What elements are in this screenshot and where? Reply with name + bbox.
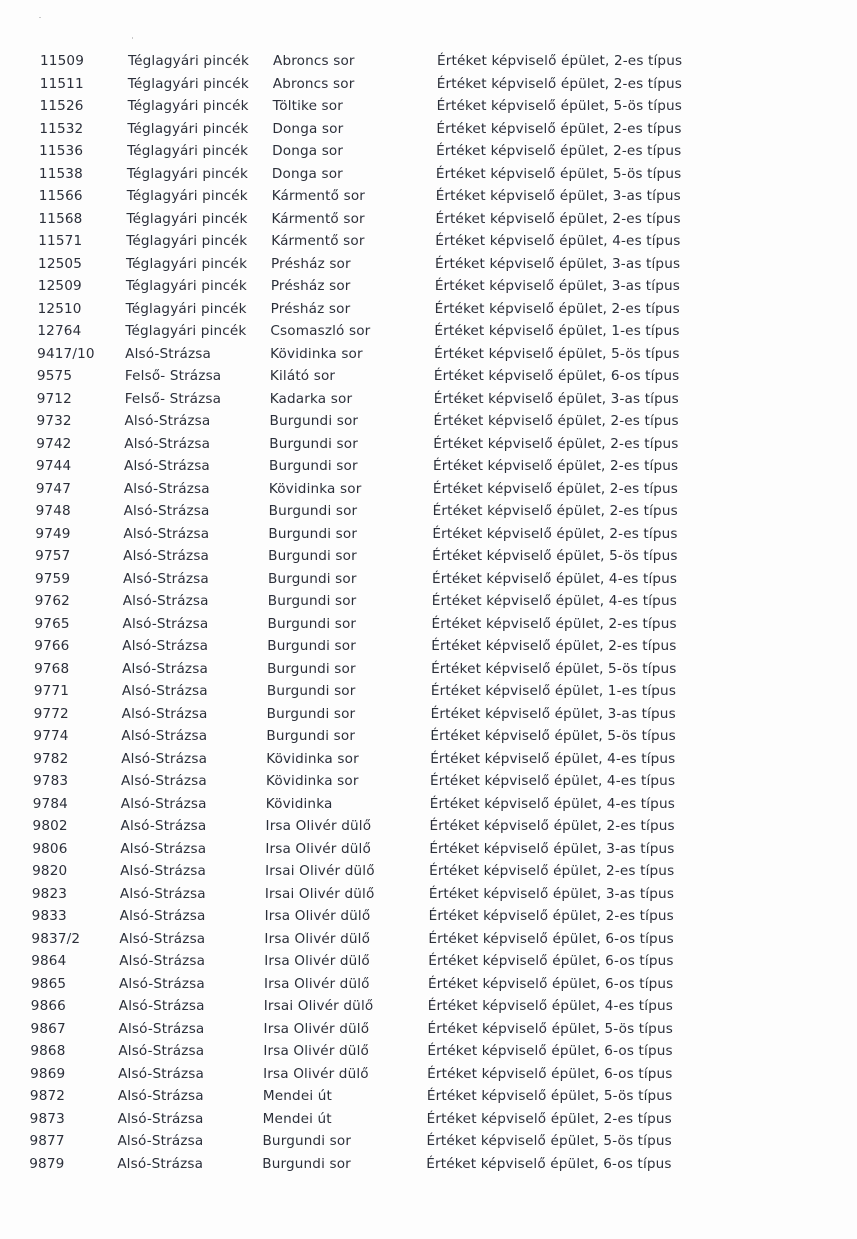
area-cell: Alsó-Strázsa	[119, 885, 206, 902]
area-cell: Téglagyári pincék	[125, 323, 247, 339]
table-row	[21, 931, 730, 954]
lot-number-cell: 9744	[36, 458, 72, 474]
area-cell: Alsó-Strázsa	[120, 840, 207, 857]
lot-number-cell: 12505	[38, 255, 83, 272]
street-cell: Kövidinka	[265, 795, 333, 812]
lot-number-cell: 11511	[39, 75, 84, 92]
street-cell: Burgundi sor	[266, 728, 356, 744]
street-cell: Burgundi sor	[266, 705, 356, 722]
protection-cell: Értéket képviselő épület, 2-es típus	[436, 143, 682, 159]
protection-cell: Értéket képviselő épület, 3-as típus	[428, 885, 675, 902]
lot-number-cell: 9772	[33, 705, 69, 722]
protection-cell: Értéket képviselő épület, 2-es típus	[432, 503, 678, 519]
table-row	[27, 346, 730, 369]
protection-cell: Értéket képviselő épület, 6-os típus	[428, 930, 674, 947]
table-row	[27, 323, 730, 346]
area-cell: Alsó-Strázsa	[123, 548, 210, 564]
street-cell: Abroncs sor	[273, 53, 355, 69]
table-row	[26, 436, 730, 459]
scan-speck	[39, 17, 41, 18]
area-cell: Alsó-Strázsa	[123, 525, 210, 542]
area-cell: Téglagyári pincék	[128, 53, 250, 69]
lot-number-cell: 12509	[37, 278, 82, 294]
street-cell: Irsai Olivér dülő	[263, 998, 374, 1014]
scan-speck	[132, 37, 133, 39]
table-row	[22, 863, 730, 886]
area-cell: Alsó-Strázsa	[119, 930, 206, 947]
street-cell: Kármentő sor	[271, 210, 365, 227]
street-cell: Présház sor	[270, 278, 351, 294]
table-row	[25, 571, 730, 594]
lot-number-cell: 11566	[38, 188, 83, 204]
area-cell: Alsó-Strázsa	[122, 570, 209, 587]
lot-number-cell: 9784	[32, 795, 68, 812]
table-row	[27, 368, 730, 391]
lot-number-cell: 9806	[32, 840, 68, 857]
lot-number-cell: 12510	[37, 300, 82, 317]
lot-number-cell: 11532	[39, 120, 84, 137]
lot-number-cell: 9869	[30, 1065, 66, 1082]
lot-number-cell: 9867	[30, 1020, 66, 1037]
table-row	[24, 638, 730, 661]
lot-number-cell: 11568	[38, 210, 83, 227]
table-row	[20, 1111, 730, 1134]
street-cell: Abroncs sor	[272, 75, 355, 92]
area-cell: Alsó-Strázsa	[119, 953, 206, 969]
lot-number-cell: 11538	[38, 165, 83, 182]
table-row	[30, 76, 730, 99]
area-cell: Alsó-Strázsa	[124, 458, 210, 474]
street-cell: Csomaszló sor	[270, 323, 371, 339]
heritage-building-list	[30, 53, 730, 1178]
protection-cell: Értéket képviselő épület, 2-es típus	[429, 863, 675, 879]
table-row	[23, 796, 730, 819]
lot-number-cell: 9820	[32, 863, 68, 879]
protection-cell: Értéket képviselő épület, 2-es típus	[428, 908, 674, 924]
table-row	[30, 53, 730, 76]
table-row	[22, 886, 730, 909]
protection-cell: Értéket képviselő épület, 4-es típus	[431, 593, 677, 609]
lot-number-cell: 9802	[32, 818, 68, 834]
street-cell: Burgundi sor	[267, 593, 357, 609]
area-cell: Alsó-Strázsa	[120, 863, 206, 879]
area-cell: Alsó-Strázsa	[124, 435, 211, 452]
lot-number-cell: 9759	[34, 570, 71, 587]
protection-cell: Értéket képviselő épület, 5-ös típus	[431, 660, 677, 677]
lot-number-cell: 9417/10	[37, 345, 95, 362]
area-cell: Alsó-Strázsa	[122, 615, 209, 632]
street-cell: Irsai Olivér dülő	[265, 863, 375, 879]
area-cell: Téglagyári pincék	[127, 98, 249, 114]
lot-number-cell: 9865	[30, 975, 67, 992]
area-cell: Alsó-Strázsa	[124, 413, 211, 429]
protection-cell: Értéket képviselő épület, 4-es típus	[429, 795, 675, 812]
area-cell: Alsó-Strázsa	[121, 705, 208, 722]
street-cell: Kármentő sor	[271, 188, 366, 204]
protection-cell: Értéket képviselő épület, 2-es típus	[429, 818, 675, 834]
protection-cell: Értéket képviselő épület, 2-es típus	[436, 120, 682, 137]
street-cell: Burgundi sor	[262, 1155, 351, 1172]
street-cell: Kövidinka sor	[268, 480, 362, 497]
street-cell: Irsa Olivér dülő	[265, 840, 371, 857]
protection-cell: Értéket képviselő épület, 6-os típus	[427, 975, 674, 992]
table-row	[27, 391, 730, 414]
protection-cell: Értéket képviselő épület, 2-es típus	[431, 615, 677, 632]
table-row	[25, 616, 731, 639]
table-row	[25, 526, 730, 549]
area-cell: Alsó-Strázsa	[120, 773, 207, 789]
table-row	[22, 841, 730, 864]
area-cell: Téglagyári pincék	[127, 75, 249, 92]
protection-cell: Értéket képviselő épület, 4-es típus	[430, 750, 676, 767]
lot-number-cell: 9748	[35, 503, 71, 519]
protection-cell: Értéket képviselő épület, 3-as típus	[433, 390, 679, 407]
table-row	[23, 728, 730, 751]
area-cell: Alsó-Strázsa	[121, 728, 208, 744]
street-cell: Donga sor	[272, 143, 344, 159]
area-cell: Alsó-Strázsa	[117, 1088, 204, 1104]
table-row	[20, 1043, 730, 1066]
protection-cell: Értéket képviselő épület, 2-es típus	[432, 525, 678, 542]
street-cell: Donga sor	[271, 165, 343, 182]
protection-cell: Értéket képviselő épület, 5-ös típus	[434, 345, 680, 362]
area-cell: Alsó-Strázsa	[122, 638, 209, 654]
protection-cell: Értéket képviselő épület, 1-es típus	[434, 323, 680, 339]
area-cell: Alsó-Strázsa	[123, 503, 210, 519]
lot-number-cell: 9747	[35, 480, 72, 497]
area-cell: Téglagyári pincék	[125, 300, 247, 317]
protection-cell: Értéket képviselő épület, 5-ös típus	[427, 1020, 673, 1037]
street-cell: Irsa Olivér dülő	[264, 908, 371, 924]
lot-number-cell: 9768	[34, 660, 70, 677]
protection-cell: Értéket képviselő épület, 6-os típus	[428, 953, 674, 969]
street-cell: Kilátó sor	[269, 368, 336, 384]
street-cell: Burgundi sor	[269, 413, 359, 429]
street-cell: Burgundi sor	[268, 525, 358, 542]
street-cell: Mendei út	[262, 1110, 332, 1127]
street-cell: Burgundi sor	[268, 548, 357, 564]
table-row	[28, 278, 730, 301]
protection-cell: Értéket képviselő épület, 2-es típus	[432, 480, 679, 497]
table-row	[24, 683, 730, 706]
table-row	[26, 503, 730, 526]
street-cell: Burgundi sor	[267, 660, 356, 677]
street-cell: Burgundi sor	[267, 615, 357, 632]
lot-number-cell: 9864	[31, 953, 67, 969]
protection-cell: Értéket képviselő épület, 2-es típus	[434, 300, 680, 317]
table-row	[28, 211, 730, 234]
area-cell: Alsó-Strázsa	[120, 795, 207, 812]
protection-cell: Értéket képviselő épület, 5-ös típus	[430, 728, 676, 744]
street-cell: Présház sor	[270, 300, 351, 317]
lot-number-cell: 9757	[35, 548, 71, 564]
street-cell: Irsa Olivér dülő	[263, 975, 370, 992]
table-row	[20, 1066, 730, 1089]
table-row	[29, 166, 730, 189]
area-cell: Alsó-Strázsa	[118, 1043, 205, 1059]
protection-cell: Értéket képviselő épület, 4-es típus	[427, 998, 673, 1014]
area-cell: Téglagyári pincék	[125, 278, 247, 294]
protection-cell: Értéket képviselő épület, 2-es típus	[436, 75, 682, 92]
area-cell: Téglagyári pincék	[126, 233, 248, 249]
area-cell: Alsó-Strázsa	[117, 1155, 204, 1172]
protection-cell: Értéket képviselő épület, 2-es típus	[433, 413, 679, 429]
protection-cell: Értéket képviselő épület, 6-os típus	[433, 368, 680, 384]
area-cell: Felső- Strázsa	[124, 368, 222, 384]
area-cell: Alsó-Strázsa	[120, 818, 207, 834]
area-cell: Alsó-Strázsa	[117, 1110, 204, 1127]
street-cell: Irsa Olivér dülő	[264, 930, 371, 947]
table-row	[28, 233, 730, 256]
street-cell: Kövidinka sor	[266, 750, 359, 767]
street-cell: Burgundi sor	[269, 435, 358, 452]
table-row	[21, 976, 730, 999]
lot-number-cell: 9833	[31, 908, 67, 924]
street-cell: Irsai Olivér dülő	[264, 885, 375, 902]
protection-cell: Értéket képviselő épület, 4-es típus	[429, 773, 676, 789]
street-cell: Burgundi sor	[268, 503, 358, 519]
table-row	[28, 256, 730, 279]
protection-cell: Értéket képviselő épület, 2-es típus	[433, 435, 679, 452]
area-cell: Alsó-Strázsa	[118, 1065, 204, 1082]
protection-cell: Értéket képviselő épület, 6-os típus	[427, 1065, 673, 1082]
table-row	[26, 481, 730, 504]
table-row	[30, 98, 730, 121]
protection-cell: Értéket képviselő épület, 2-es típus	[435, 210, 681, 227]
protection-cell: Értéket képviselő épület, 3-as típus	[434, 278, 680, 294]
lot-number-cell: 9774	[33, 728, 69, 744]
protection-cell: Értéket képviselő épület, 4-es típus	[431, 570, 678, 587]
street-cell: Burgundi sor	[266, 683, 356, 699]
area-cell: Alsó-Strázsa	[117, 1133, 204, 1149]
protection-cell: Értéket képviselő épület, 3-as típus	[429, 840, 675, 857]
area-cell: Téglagyári pincék	[127, 120, 249, 137]
lot-number-cell: 9837/2	[31, 930, 81, 947]
area-cell: Alsó-Strázsa	[121, 683, 208, 699]
lot-number-cell: 9732	[36, 413, 72, 429]
protection-cell: Értéket képviselő épület, 3-as típus	[430, 705, 676, 722]
street-cell: Kövidinka sor	[265, 773, 359, 789]
area-cell: Alsó-Strázsa	[122, 593, 209, 609]
protection-cell: Értéket képviselő épület, 5-ös típus	[435, 165, 682, 182]
lot-number-cell: 11536	[39, 143, 84, 159]
lot-number-cell: 9866	[30, 998, 66, 1014]
lot-number-cell: 11509	[40, 53, 84, 69]
area-cell: Téglagyári pincék	[126, 165, 248, 182]
protection-cell: Értéket képviselő épület, 5-ös típus	[432, 548, 678, 564]
street-cell: Irsa Olivér dülő	[263, 1043, 369, 1059]
street-cell: Irsa Olivér dülő	[264, 953, 370, 969]
lot-number-cell: 9783	[32, 773, 69, 789]
table-row	[23, 773, 730, 796]
street-cell: Kármentő sor	[271, 233, 365, 249]
lot-number-cell: 12764	[37, 323, 82, 339]
street-cell: Kövidinka sor	[270, 345, 363, 362]
street-cell: Donga sor	[272, 120, 344, 137]
table-row	[26, 413, 730, 436]
lot-number-cell: 11571	[38, 233, 83, 249]
lot-number-cell: 9765	[34, 615, 70, 632]
lot-number-cell: 11526	[39, 98, 84, 114]
lot-number-cell: 9879	[29, 1155, 65, 1172]
area-cell: Alsó-Strázsa	[118, 998, 205, 1014]
lot-number-cell: 9742	[36, 435, 72, 452]
protection-cell: Értéket képviselő épület, 5-ös típus	[436, 98, 682, 114]
table-row	[23, 751, 730, 774]
table-row	[20, 1088, 730, 1111]
street-cell: Töltike sor	[272, 98, 343, 114]
street-cell: Irsa Olivér dülő	[263, 1020, 370, 1037]
protection-cell: Értéket képviselő épület, 5-ös típus	[426, 1133, 672, 1149]
protection-cell: Értéket képviselő épület, 1-es típus	[430, 683, 677, 699]
area-cell: Alsó-Strázsa	[118, 1020, 205, 1037]
protection-cell: Értéket képviselő épület, 3-as típus	[435, 255, 681, 272]
table-row	[19, 1133, 730, 1156]
lot-number-cell: 9749	[35, 525, 71, 542]
lot-number-cell: 9782	[33, 750, 69, 767]
area-cell: Alsó-Strázsa	[121, 750, 208, 767]
lot-number-cell: 9766	[34, 638, 70, 654]
table-row	[22, 908, 730, 931]
protection-cell: Értéket képviselő épület, 2-es típus	[431, 638, 677, 654]
protection-cell: Értéket képviselő épület, 5-ös típus	[426, 1088, 673, 1104]
lot-number-cell: 9823	[31, 885, 68, 902]
street-cell: Présház sor	[271, 255, 351, 272]
protection-cell: Értéket képviselő épület, 6-os típus	[426, 1155, 672, 1172]
protection-cell: Értéket képviselő épület, 2-es típus	[433, 458, 679, 474]
table-row	[21, 1021, 730, 1044]
table-row	[23, 818, 730, 841]
lot-number-cell: 9877	[29, 1133, 65, 1149]
lot-number-cell: 9771	[33, 683, 70, 699]
table-row	[29, 188, 730, 211]
table-row	[25, 548, 730, 571]
area-cell: Téglagyári pincék	[127, 143, 249, 159]
area-cell: Felső- Strázsa	[124, 390, 222, 407]
area-cell: Alsó-Strázsa	[122, 660, 208, 677]
lot-number-cell: 9575	[36, 368, 73, 384]
lot-number-cell: 9712	[36, 390, 72, 407]
street-cell: Burgundi sor	[262, 1133, 352, 1149]
table-row	[21, 953, 730, 976]
table-row	[21, 998, 730, 1021]
protection-cell: Értéket képviselő épület, 2-es típus	[437, 53, 683, 69]
street-cell: Irsa Olivér dülő	[263, 1065, 369, 1082]
street-cell: Mendei út	[262, 1088, 332, 1104]
street-cell: Burgundi sor	[269, 458, 358, 474]
area-cell: Alsó-Strázsa	[118, 975, 205, 992]
table-row	[24, 661, 730, 684]
area-cell: Téglagyári pincék	[126, 255, 248, 272]
table-row	[19, 1156, 730, 1179]
street-cell: Irsa Olivér dülő	[265, 818, 372, 834]
street-cell: Kadarka sor	[269, 390, 353, 407]
street-cell: Burgundi sor	[267, 638, 356, 654]
lot-number-cell: 9868	[30, 1043, 66, 1059]
protection-cell: Értéket képviselő épület, 6-os típus	[427, 1043, 673, 1059]
lot-number-cell: 9873	[29, 1110, 65, 1127]
table-row	[29, 143, 730, 166]
area-cell: Téglagyári pincék	[126, 188, 248, 204]
table-row	[25, 593, 730, 616]
table-row	[28, 301, 730, 324]
area-cell: Alsó-Strázsa	[123, 480, 210, 497]
lot-number-cell: 9762	[34, 593, 70, 609]
area-cell: Alsó-Strázsa	[125, 345, 211, 362]
table-row	[26, 458, 730, 481]
protection-cell: Értéket képviselő épület, 4-es típus	[435, 233, 681, 249]
table-row	[29, 121, 730, 144]
area-cell: Alsó-Strázsa	[119, 908, 206, 924]
street-cell: Burgundi sor	[267, 570, 357, 587]
protection-cell: Értéket képviselő épület, 2-es típus	[426, 1110, 672, 1127]
lot-number-cell: 9872	[29, 1088, 66, 1104]
table-row	[24, 706, 730, 729]
area-cell: Téglagyári pincék	[126, 210, 248, 227]
protection-cell: Értéket képviselő épület, 3-as típus	[435, 188, 681, 204]
